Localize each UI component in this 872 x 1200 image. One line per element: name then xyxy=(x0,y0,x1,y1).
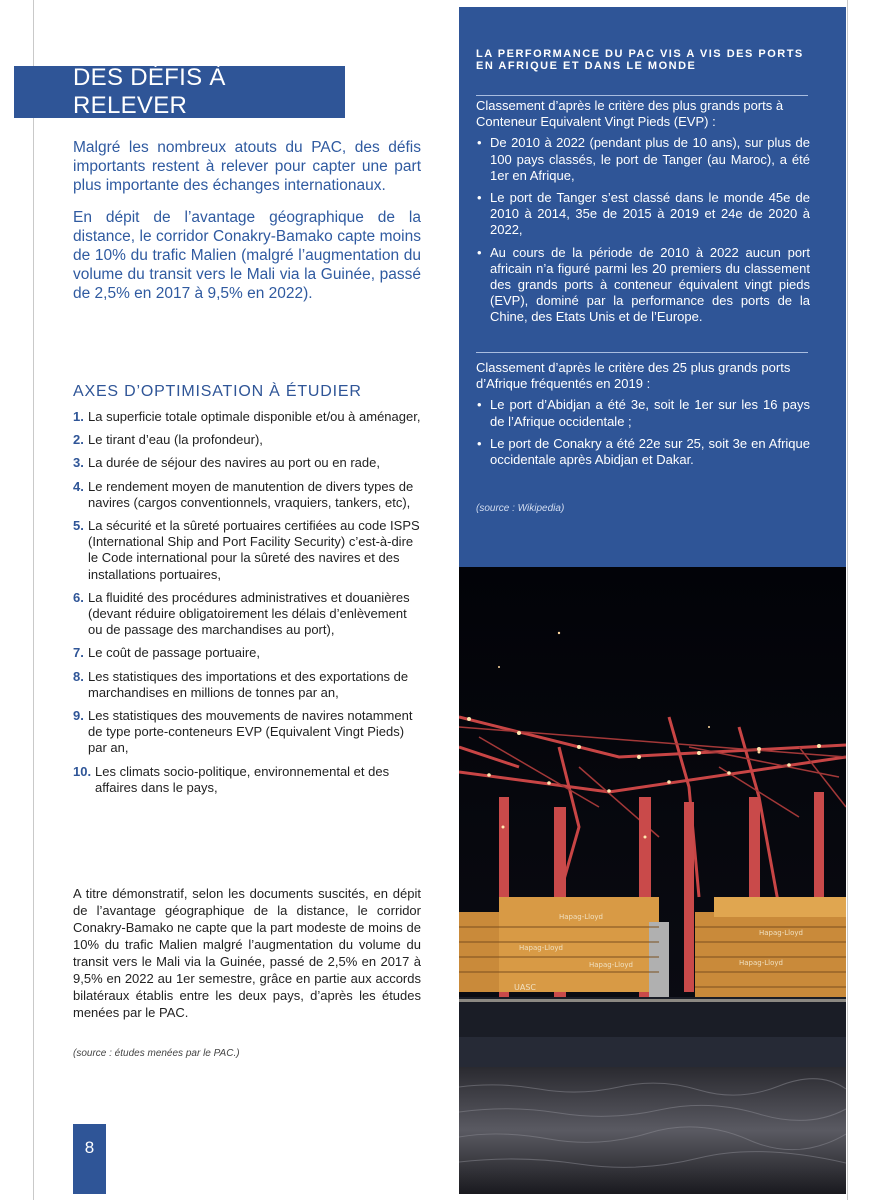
list-item xyxy=(73,479,423,511)
list-number: 1. xyxy=(73,409,84,424)
divider xyxy=(476,95,808,96)
list-number: 2. xyxy=(73,432,84,448)
ranking-section-evp xyxy=(476,98,810,332)
list-number: 8. xyxy=(73,668,84,684)
container-brand-label: Hapag-Lloyd xyxy=(519,944,563,952)
list-text: La durée de séjour des navires au port ou en rade, xyxy=(88,455,380,471)
list-text: Les statistiques des mouvements de navires notamment de type porte-conteneurs EVP (Equivalent Vingt Pieds) par an, xyxy=(88,708,413,756)
list-number: 9. xyxy=(73,708,84,724)
axes-list xyxy=(73,409,423,803)
list-item xyxy=(73,645,423,661)
container-brand-label: Hapag-Lloyd xyxy=(559,913,603,921)
list-item xyxy=(73,432,423,448)
demonstration-paragraph: A titre démonstratif, selon les documents suscités, en dépit de l’avantage géographique de la distance, le corridor Conakry-Bamako ne capte que la part modeste de moins de 10% du trafic Malien malgré l’augmentation du volume du transit vers le Mali via la Guinée, passé de 2,5% en 2017 à 9,5% en 2022 au 1er semestre, grâce en partie aux accords bilatéraux établis entre les deux pays, d’après les études menées par le PAC. xyxy=(73,886,421,1020)
page-number: 8 xyxy=(84,1138,95,1157)
list-text: Les statistiques des importations et des exportations de marchandises en millions de tonnes par an, xyxy=(88,668,409,700)
container-brand-label: Hapag-Lloyd xyxy=(589,961,633,969)
port-night-photo xyxy=(459,567,846,1194)
list-item xyxy=(73,455,423,471)
list-number: 6. xyxy=(73,589,84,605)
list-text: Le tirant d’eau (la profondeur), xyxy=(88,432,263,448)
section-title: DES DÉFIS À RELEVER xyxy=(73,64,226,119)
list-item xyxy=(73,764,423,796)
intro-paragraph: En dépit de l’avantage géographique de la distance, le corridor Conakry-Bamako capte moins de 10% du trafic Malien (malgré l’augmentation du volume du transit vers le Mali via la Guinée, passé de 2,5% en 2017 à 9,5% en 2022). xyxy=(73,209,421,302)
list-number: 3. xyxy=(73,455,84,471)
section-intro: Classement d’après le critère des 25 plus grands ports d’Afrique fréquentés en 2019 : xyxy=(476,360,791,392)
list-item: • Le port de Conakry a été 22e sur 25, soit 3e en Afrique occidentale après Abidjan et Dakar. xyxy=(476,436,810,468)
performance-panel xyxy=(459,7,846,567)
list-number: 5. xyxy=(73,518,84,534)
intro-text xyxy=(73,138,421,316)
panel-heading: LA PERFORMANCE DU PAC VIS A VIS DES PORTS EN AFRIQUE ET DANS LE MONDE xyxy=(476,48,804,72)
list-text: Le rendement moyen de manutention de divers types de navires (cargos conventionnels, vraquiers, tankers, etc), xyxy=(88,478,414,510)
list-item xyxy=(73,708,423,757)
list-item xyxy=(73,590,423,639)
container-brand-label: UASC xyxy=(514,983,536,992)
section-title-banner xyxy=(14,66,345,118)
list-item xyxy=(73,669,423,701)
intro-paragraph: Malgré les nombreux atouts du PAC, des défis importants restent à relever pour capter une part plus importante des échanges internationaux. xyxy=(73,139,421,194)
port-cranes-illustration xyxy=(459,567,846,1194)
list-text: La sécurité et la sûreté portuaires certifiées au code ISPS (International Ship and Port Facility Security) c’est-à-dire le Code international pour la sûreté des navires et des installations portuaires, xyxy=(88,518,420,582)
page-edge-left xyxy=(33,0,34,1200)
source-note: (source : études menées par le PAC.) xyxy=(73,1048,240,1059)
section-intro: Classement d’après le critère des plus grands ports à Conteneur Equivalent Vingt Pieds (EVP) : xyxy=(476,98,784,130)
list-number: 7. xyxy=(73,645,84,661)
source-note: (source : Wikipedia) xyxy=(476,503,565,514)
list-number: 4. xyxy=(73,478,84,494)
list-text: Les climats socio-politique, environnemental et des affaires dans le pays, xyxy=(95,763,390,795)
list-item: • Le port de Tanger s’est classé dans le monde 45e de 2010 à 2014, 35e de 2015 à 2019 et 24e de 2020 à 2022, xyxy=(476,190,810,239)
list-item: • Au cours de la période de 2010 à 2022 aucun port africain n’a figuré parmi les 20 premiers du classement des grands ports à conteneur équivalent vingt pieds (EVP), dominé par la performance des ports de la Chine, des Etats Unis et de l’Europe. xyxy=(476,245,810,326)
list-item: • De 2010 à 2022 (pendant plus de 10 ans), sur plus de 100 pays classés, le port de Tanger (au Maroc), a été 1er en Afrique, xyxy=(476,135,810,184)
list-item xyxy=(73,409,423,425)
divider xyxy=(476,352,808,353)
page-number-tab xyxy=(73,1124,106,1194)
list-item xyxy=(73,518,423,583)
bullet-list xyxy=(476,135,810,325)
list-text: Le coût de passage portuaire, xyxy=(88,645,261,661)
container-brand-label: Hapag-Lloyd xyxy=(739,959,783,967)
page-edge-right xyxy=(847,0,848,1200)
bullet-list xyxy=(476,397,810,468)
list-number: 10. xyxy=(73,763,92,779)
list-item: • Le port d’Abidjan a été 3e, soit le 1er sur les 16 pays de l’Afrique occidentale ; xyxy=(476,397,810,429)
ranking-section-africa xyxy=(476,360,810,474)
list-text: La fluidité des procédures administratives et douanières (devant réduire obligatoirement les délais d’enlèvement ou de passage des marchandises au port), xyxy=(88,589,410,638)
axes-heading: AXES D’OPTIMISATION À ÉTUDIER xyxy=(73,383,362,400)
container-brand-label: Hapag-Lloyd xyxy=(759,929,803,937)
list-text: La superficie totale optimale disponible et/ou à aménager, xyxy=(88,409,421,424)
